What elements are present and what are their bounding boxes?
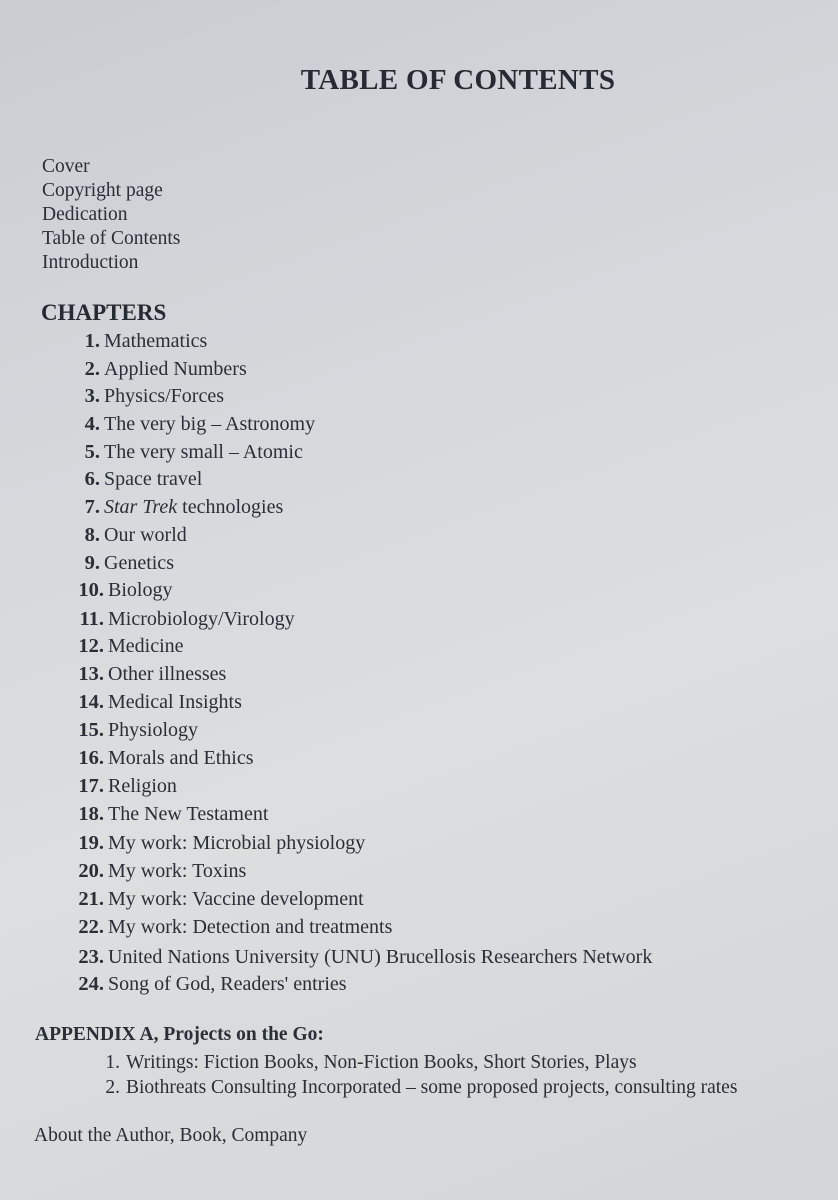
chapter-label: The New Testament xyxy=(108,803,269,825)
front-matter-item: Cover xyxy=(42,156,90,177)
chapter-item xyxy=(0,775,177,802)
chapter-item xyxy=(0,441,303,468)
chapter-number: 2. xyxy=(84,358,100,380)
chapter-item xyxy=(0,860,246,887)
chapter-item xyxy=(0,635,184,662)
appendix-heading: APPENDIX A, Projects on the Go: xyxy=(35,1024,324,1045)
chapter-number: 4. xyxy=(84,413,100,435)
chapter-item xyxy=(0,524,187,551)
chapter-item xyxy=(0,973,347,1000)
chapter-number: 15. xyxy=(78,719,104,741)
chapter-label-italic: Star Trek xyxy=(104,496,178,518)
chapter-label: Morals and Ethics xyxy=(108,747,254,769)
chapter-item xyxy=(0,803,268,830)
appendix-number: 1. xyxy=(105,1052,120,1073)
chapter-number: 11. xyxy=(79,608,104,630)
chapter-item xyxy=(0,579,172,606)
chapter-label: My work: Vaccine development xyxy=(108,888,364,910)
chapter-label: Song of God, Readers' entries xyxy=(108,973,347,995)
chapter-label: Physics/Forces xyxy=(104,385,224,407)
chapter-label: Applied Numbers xyxy=(104,358,247,380)
page-title: TABLE OF CONTENTS xyxy=(300,64,616,96)
chapter-number: 8. xyxy=(84,524,100,546)
chapter-number: 18. xyxy=(78,803,104,825)
chapter-label: The very big – Astronomy xyxy=(104,413,316,435)
chapter-item xyxy=(0,691,242,718)
chapter-item xyxy=(0,468,202,495)
chapter-item xyxy=(0,747,254,774)
chapter-label: Mathematics xyxy=(104,330,208,352)
appendix-item xyxy=(0,1077,737,1099)
chapter-number: 20. xyxy=(78,860,104,882)
chapter-item xyxy=(0,719,198,746)
chapters-heading: CHAPTERS xyxy=(41,300,167,325)
chapter-item xyxy=(0,358,247,385)
chapter-label: Medical Insights xyxy=(108,691,242,713)
chapter-number: 24. xyxy=(78,973,104,995)
chapter-item xyxy=(0,832,365,859)
front-matter-item: Dedication xyxy=(42,204,128,225)
chapter-item xyxy=(0,552,174,579)
chapter-label: The very small – Atomic xyxy=(104,441,303,463)
appendix-item xyxy=(0,1052,637,1074)
chapter-label xyxy=(104,496,283,518)
front-matter-item: Introduction xyxy=(42,252,139,273)
chapter-label: My work: Microbial physiology xyxy=(108,832,366,854)
front-matter-item: Copyright page xyxy=(42,180,163,201)
chapter-label: Medicine xyxy=(108,635,184,657)
chapter-item xyxy=(0,385,224,412)
chapter-number: 19. xyxy=(78,832,104,854)
chapter-label: United Nations University (UNU) Brucellosis Researchers Network xyxy=(108,946,653,968)
appendix-label: Biothreats Consulting Incorporated – some proposed projects, consulting rates xyxy=(126,1077,738,1098)
chapter-item xyxy=(0,413,315,440)
chapter-label: My work: Detection and treatments xyxy=(108,916,393,938)
chapter-number: 5. xyxy=(84,441,100,463)
chapter-label: Other illnesses xyxy=(108,663,227,685)
chapter-item xyxy=(0,946,652,973)
chapter-label: Genetics xyxy=(104,552,174,574)
chapter-number: 6. xyxy=(84,468,100,490)
chapter-item xyxy=(0,496,283,523)
chapter-label: Biology xyxy=(108,579,173,601)
chapter-number: 14. xyxy=(78,691,104,713)
chapter-number: 23. xyxy=(78,946,104,968)
chapter-item xyxy=(0,663,226,690)
chapter-number: 1. xyxy=(84,330,100,352)
chapter-item xyxy=(0,888,364,915)
chapter-number: 10. xyxy=(78,579,104,601)
chapter-number: 3. xyxy=(84,385,100,407)
chapter-label: Physiology xyxy=(108,719,199,741)
chapter-item xyxy=(0,916,392,943)
appendix-number: 2. xyxy=(105,1077,120,1098)
chapter-number: 22. xyxy=(78,916,104,938)
chapter-number: 16. xyxy=(78,747,104,769)
chapter-number: 9. xyxy=(84,552,100,574)
about-section: About the Author, Book, Company xyxy=(34,1125,308,1146)
chapter-number: 12. xyxy=(78,635,104,657)
chapter-label: Microbiology/Virology xyxy=(108,608,295,630)
chapter-label-rest: technologies xyxy=(177,496,284,518)
chapter-label: Space travel xyxy=(104,468,203,490)
front-matter-item: Table of Contents xyxy=(42,228,181,249)
chapter-label: Religion xyxy=(108,775,177,797)
chapter-number: 17. xyxy=(78,775,104,797)
chapter-number: 7. xyxy=(84,496,100,518)
front-matter-list xyxy=(42,155,180,275)
chapter-item xyxy=(0,608,295,635)
appendix-label: Writings: Fiction Books, Non-Fiction Books, Short Stories, Plays xyxy=(126,1052,637,1073)
chapter-item xyxy=(0,330,207,357)
chapter-label: Our world xyxy=(104,524,187,546)
chapter-number: 13. xyxy=(78,663,104,685)
chapter-number: 21. xyxy=(78,888,104,910)
chapter-label: My work: Toxins xyxy=(108,860,247,882)
